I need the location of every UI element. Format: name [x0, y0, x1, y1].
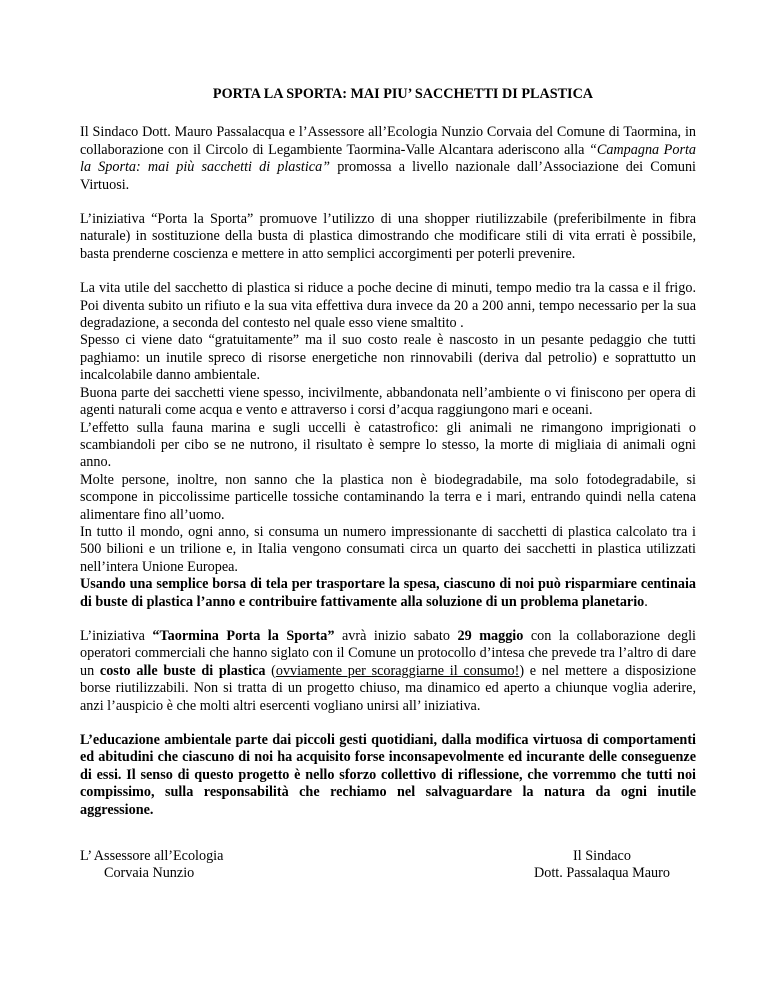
- start-date: 29 maggio: [457, 627, 524, 644]
- signature-assessor: [80, 848, 223, 883]
- signature-role: Il Sindaco: [573, 848, 631, 864]
- fact-line: Molte persone, inoltre, non sanno che la plastica non è biodegradabile, ma solo fotodegradabile, si scompone in piccolissime particelle tossiche contaminando la terra e i mari, entrando quindi nella catena alimentare fino all’uomo.: [80, 471, 696, 523]
- paragraph-plastic-facts: [80, 280, 696, 611]
- underlined-note: ovviamente per scoraggiarne il consumo!: [275, 662, 520, 679]
- fact-line: Spesso ci viene dato “gratuitamente” ma il suo costo reale è nascosto in un pesante pedaggio che tutti paghiamo: un inutile spreco di risorse energetiche non rinnovabili (deriva dal petrolio) e soprattutto un incalcolabile danno ambientale.: [80, 332, 696, 384]
- fact-line: L’effetto sulla fauna marina e sugli uccelli è catastrofico: gli animali ne rimangono imprigionati o scambiandoli per cibo se ne nutrono, il risultato è sempre lo stesso, la morte di migliaia di animali ogni anno.: [80, 419, 696, 471]
- fact-conclusion: Usando una semplice borsa di tela per trasportare la spesa, ciascuno di noi può risparmiare centinaia di buste di plastica l’anno e contribuire fattivamente alla soluzione di un problema planetario.: [80, 576, 696, 610]
- paragraph-start-date: L’iniziativa “Taormina Porta la Sporta” avrà inizio sabato 29 maggio con la collaborazione degli operatori commerciali che hanno siglato con il Comune un protocollo d’intesa che prevede tra l’altro di dare un costo alle buste di plastica (ovviamente per scoraggiarne il consumo!) e nel mettere a disposizione borse riutilizzabili. Non si tratta di un progetto chiuso, ma dinamico ed aperto a chiunque voglia aderire, anzi l’auspicio è che molti altri esercenti vogliano unirsi all’ iniziativa.: [80, 627, 696, 714]
- fact-line: La vita utile del sacchetto di plastica si riduce a poche decine di minuti, tempo medio tra la cassa e il frigo. Poi diventa subito un rifiuto e la sua vita effettiva dura invece da 20 a 200 anni, tempo necessario per la sua degradazione, a seconda del contesto nel quale esso viene smaltito .: [80, 280, 696, 332]
- paragraph-intro: Il Sindaco Dott. Mauro Passalacqua e l’Assessore all’Ecologia Nunzio Corvaia del Comune di Taormina, in collaborazione con il Circolo di Legambiente Taormina-Valle Alcantara aderiscono alla “Campagna Porta la Sporta: mai più sacchetti di plastica” promossa a livello nazionale dall’Associazione dei Comuni Virtuosi.: [80, 124, 697, 193]
- paragraph-initiative: L’iniziativa “Porta la Sporta” promuove l’utilizzo di una shopper riutilizzabile (preferibilmente in fibra naturale) in sostituzione della busta di plastica dimostrando che modificare stili di vita errati è possibile, basta prenderne coscienza e mettere in atto semplici accorgimenti per poterli prevenire.: [80, 211, 696, 262]
- signature-mayor: [508, 848, 696, 883]
- initiative-name: “Taormina Porta la Sporta”: [152, 627, 335, 644]
- signature-name: Dott. Passalaqua Mauro: [534, 865, 670, 882]
- document-body: [80, 86, 696, 836]
- fact-line: Buona parte dei sacchetti viene spesso, incivilmente, abbandonata nell’ambiente o vi finiscono per opera di agenti naturali come acqua e vento e attraverso i corsi d’acqua raggiungono mari e oceani.: [80, 384, 696, 419]
- document-title: PORTA LA SPORTA: MAI PIU’ SACCHETTI DI PLASTICA: [212, 86, 594, 102]
- fact-line: In tutto il mondo, ogni anno, si consuma un numero impressionante di sacchetti di plastica calcolato tra i 500 bilioni e un trilione e, in Italia vengono consumati circa un quarto dei sacchetti in plastica utilizzati nell’intera Unione Europea.: [80, 523, 696, 575]
- signature-name: Corvaia Nunzio: [104, 865, 195, 882]
- campaign-name: “Campagna Porta la Sporta: mai più sacchetti di plastica”: [80, 141, 697, 176]
- cost-highlight: costo alle buste di plastica: [99, 662, 266, 679]
- signature-role: L’ Assessore all’Ecologia: [80, 848, 224, 864]
- paragraph-education: L’educazione ambientale parte dai piccoli gesti quotidiani, dalla modifica virtuosa di comportamenti ed abitudini che ciascuno di noi ha acquisito forse inconsapevolmente ed incurante delle conseguenze di essi. Il senso di questo progetto è nello sforzo collettivo di riflessione, che vorremmo che tutti noi compissimo, sulla responsabilità che rechiamo nel salvaguardare la natura da ogni inutile aggressione.: [80, 732, 696, 818]
